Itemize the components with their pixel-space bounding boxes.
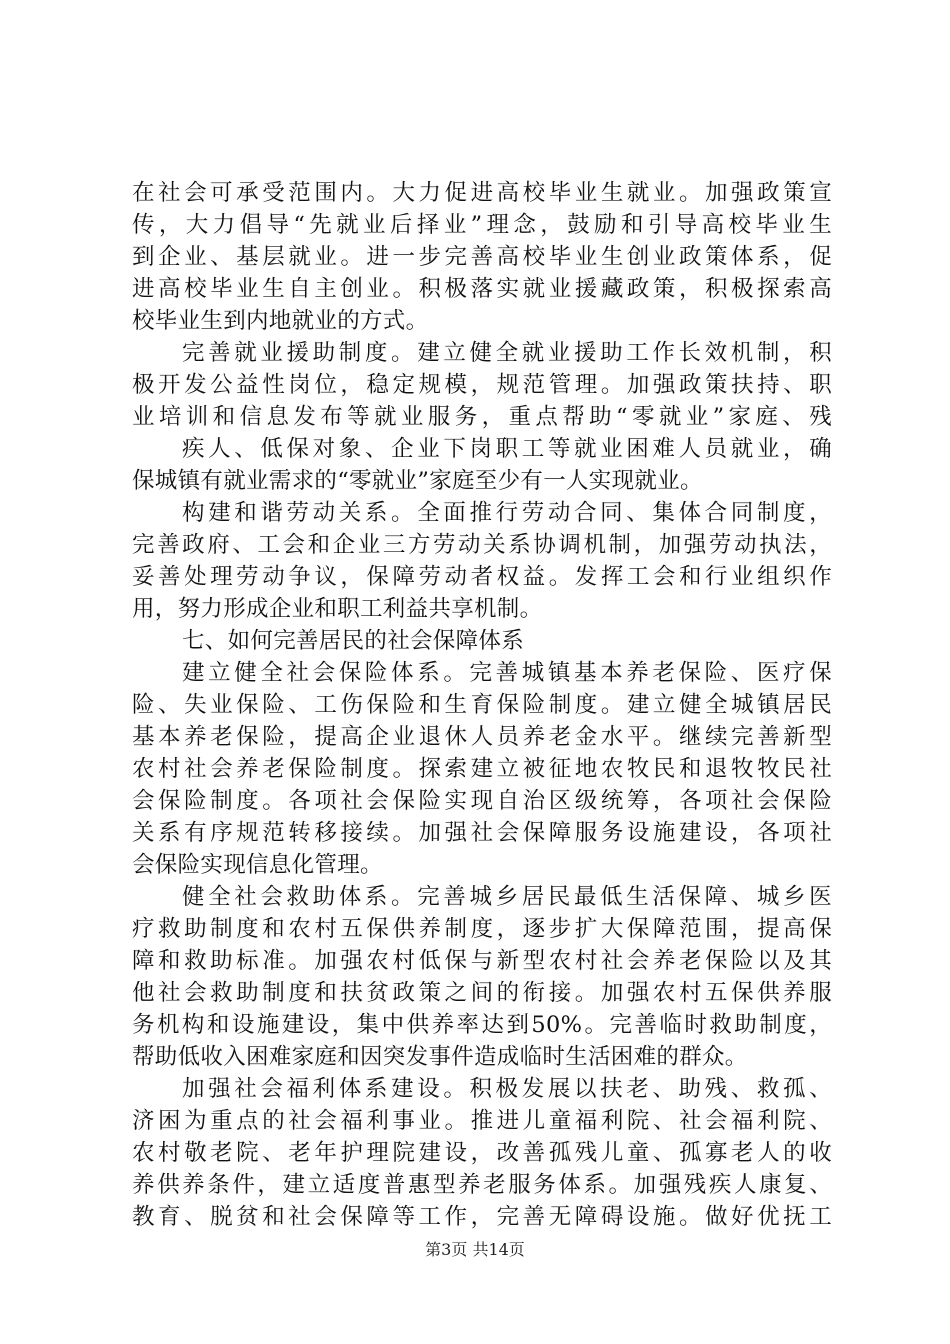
document-body <box>132 177 832 1233</box>
text-line: 务机构和设施建设，集中供养率达到50%。完善临时救助制度， <box>132 1012 832 1038</box>
text-line: 疾人、低保对象、企业下岗职工等就业困难人员就业，确 <box>182 436 832 462</box>
text-line: 健全社会救助体系。完善城乡居民最低生活保障、城乡医 <box>182 884 832 910</box>
text-line: 用，努力形成企业和职工利益共享机制。 <box>132 596 543 622</box>
text-line: 进高校毕业生自主创业。积极落实就业援藏政策，积极探索高 <box>132 276 832 302</box>
text-line: 济困为重点的社会福利事业。推进儿童福利院、社会福利院、 <box>132 1108 832 1134</box>
text-line: 传，大力倡导“先就业后择业”理念，鼓励和引导高校毕业生 <box>132 212 832 238</box>
text-line: 障和救助标准。加强农村低保与新型农村社会养老保险以及其 <box>132 948 832 974</box>
page-footer: 第3页 共14页 <box>425 1240 525 1259</box>
text-line: 妥善处理劳动争议，保障劳动者权益。发挥工会和行业组织作 <box>132 564 832 590</box>
text-line: 会保险制度。各项社会保险实现自治区级统筹，各项社会保险 <box>132 788 832 814</box>
text-line: 加强社会福利体系建设。积极发展以扶老、助残、救孤、 <box>182 1076 832 1102</box>
text-line: 保城镇有就业需求的“零就业”家庭至少有一人实现就业。 <box>132 468 703 494</box>
text-line: 完善政府、工会和企业三方劳动关系协调机制，加强劳动执法， <box>132 532 832 558</box>
text-line: 极开发公益性岗位，稳定规模，规范管理。加强政策扶持、职 <box>132 372 832 398</box>
text-line: 构建和谐劳动关系。全面推行劳动合同、集体合同制度， <box>182 500 832 526</box>
text-line: 险、失业保险、工伤保险和生育保险制度。建立健全城镇居民 <box>132 692 832 718</box>
text-line: 教育、脱贫和社会保障等工作，完善无障碍设施。做好优抚工 <box>132 1204 832 1230</box>
text-line: 建立健全社会保险体系。完善城镇基本养老保险、医疗保 <box>182 660 832 686</box>
text-line: 帮助低收入困难家庭和因突发事件造成临时生活困难的群众。 <box>132 1044 748 1070</box>
text-line: 他社会救助制度和扶贫政策之间的衔接。加强农村五保供养服 <box>132 980 832 1006</box>
text-line: 业培训和信息发布等就业服务，重点帮助“零就业”家庭、残 <box>132 404 832 430</box>
text-line: 关系有序规范转移接续。加强社会保障服务设施建设，各项社 <box>132 820 832 846</box>
text-line: 在社会可承受范围内。大力促进高校毕业生就业。加强政策宣 <box>132 180 832 206</box>
text-line: 七、如何完善居民的社会保障体系 <box>182 628 525 654</box>
text-line: 疗救助制度和农村五保供养制度，逐步扩大保障范围，提高保 <box>132 916 832 942</box>
text-line: 完善就业援助制度。建立健全就业援助工作长效机制，积 <box>182 340 832 366</box>
text-line: 基本养老保险，提高企业退休人员养老金水平。继续完善新型 <box>132 724 832 750</box>
text-line: 会保险实现信息化管理。 <box>132 852 383 878</box>
text-line: 到企业、基层就业。进一步完善高校毕业生创业政策体系，促 <box>132 244 832 270</box>
text-line: 养供养条件，建立适度普惠型养老服务体系。加强残疾人康复、 <box>132 1172 832 1198</box>
text-line: 校毕业生到内地就业的方式。 <box>132 308 429 334</box>
text-line: 农村社会养老保险制度。探索建立被征地农牧民和退牧牧民社 <box>132 756 832 782</box>
text-line: 农村敬老院、老年护理院建设，改善孤残儿童、孤寡老人的收 <box>132 1140 832 1166</box>
